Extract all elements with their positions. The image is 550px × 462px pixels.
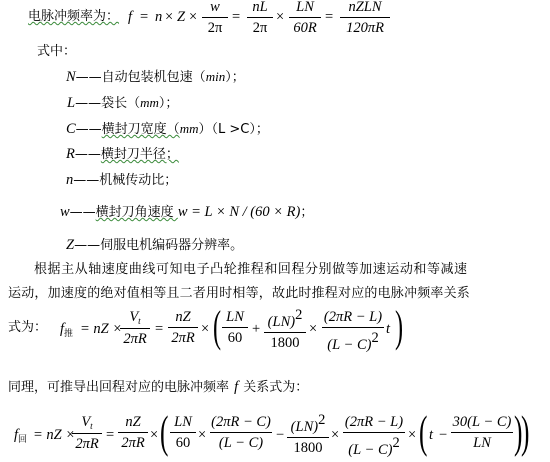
- minus: −: [276, 427, 285, 443]
- def-row: [66, 120, 269, 137]
- fraction-w-2pi: [202, 0, 228, 35]
- def-unit: mm: [140, 95, 159, 110]
- times: ×: [198, 427, 207, 443]
- right-paren: ): [521, 406, 530, 457]
- def-symbol: n: [66, 172, 74, 188]
- fraction-ln-60: $\frac{LN}{60}$: [170, 415, 196, 450]
- f-symbol: $f_推$: [60, 321, 74, 339]
- numerator: LN: [296, 0, 314, 15]
- numerator: w: [210, 0, 220, 15]
- equals: =: [325, 9, 334, 25]
- n-symbol: n: [155, 9, 163, 25]
- denominator: 120πR: [340, 17, 390, 36]
- def-text: 横封刀半径；: [100, 147, 179, 162]
- def-row: [66, 236, 243, 253]
- def-text: 机械传动比；: [99, 173, 178, 188]
- def-symbol: L: [67, 95, 76, 111]
- freq-label: 电脉冲频率为：: [28, 9, 120, 24]
- def-text: 伺服电机编码器分辨率。: [100, 238, 244, 253]
- eq-part: = nZ ×: [80, 321, 123, 337]
- def-dash: ——: [75, 122, 102, 137]
- def-text: 横封刀角速度: [95, 205, 178, 220]
- paragraph-line: 同理，可推导出回程对应的电脉冲频率 f 关系式为：: [8, 379, 309, 395]
- numerator: nL: [252, 0, 268, 15]
- equals: =: [140, 9, 149, 25]
- fraction-ln2-1800: $\frac{(LN)^2}{1800}$: [264, 308, 306, 350]
- equals: =: [155, 321, 164, 337]
- paragraph-line: 运动，加速度的绝对值相等且二者用时相等，故此时推程对应的电脉冲频率关系: [8, 286, 471, 301]
- minus: −: [439, 427, 448, 443]
- paragraph-line: 式为：: [8, 320, 48, 335]
- fraction-ln2-1800: $\frac{(LN)^2}{1800}$: [287, 413, 329, 455]
- def-unit: mm: [179, 121, 199, 136]
- def-row: [66, 145, 179, 162]
- z-symbol: Z: [177, 9, 186, 25]
- f-symbol: f: [128, 9, 133, 25]
- def-end: ）；: [158, 96, 179, 111]
- right-paren: ): [395, 302, 404, 351]
- fraction-nzln-120pir: [340, 0, 390, 35]
- t-symbol: t: [386, 321, 391, 337]
- def-end: ；: [300, 205, 314, 220]
- times: ×: [276, 9, 285, 25]
- inner-left-paren: (: [419, 406, 428, 457]
- inner-right-paren: ): [514, 406, 523, 457]
- fraction-nz-2pir: $\frac{nZ}{2\pi R}$: [118, 415, 148, 450]
- def-unit: w = L × N / (60 × R): [177, 204, 301, 220]
- equals: =: [106, 427, 115, 443]
- left-paren: (: [160, 406, 169, 457]
- times: ×: [408, 427, 417, 443]
- equals: =: [232, 9, 241, 25]
- fraction-2pir-l-over-l-c: $\frac{(2\pi R - L)}{(L - C)^2}$: [344, 414, 404, 458]
- eq-part: = nZ ×: [33, 427, 76, 443]
- f-symbol: $f_回$: [14, 427, 28, 445]
- def-unit: min: [205, 69, 226, 84]
- times: ×: [201, 321, 210, 337]
- def-symbol: C: [66, 121, 76, 137]
- fraction-2pir-l-over-l-c: $\frac{(2\pi R - L)}{(L - C)^2}$: [323, 309, 383, 353]
- def-dash: ——: [69, 205, 96, 220]
- def-dash: ——: [74, 238, 101, 253]
- fraction-ln-60r: [289, 0, 321, 35]
- def-row: [67, 94, 178, 111]
- def-dash: ——: [75, 96, 102, 111]
- plus: +: [252, 321, 261, 337]
- fraction-nz-2pir: $\frac{nZ}{2\pi R}$: [168, 310, 198, 345]
- fraction-vt-2pir: $\frac{V_t}{2\pi R}$: [72, 415, 102, 452]
- numerator: nZLN: [348, 0, 382, 15]
- times: ×: [165, 9, 174, 25]
- def-symbol: Z: [66, 237, 75, 253]
- fraction-30lc-over-ln: $\frac{30(L - C)}{LN}$: [452, 414, 512, 451]
- paragraph-line: 根据主从轴速度曲线可知电子凸轮推程和回程分别做等加速运动和等减速: [34, 262, 468, 277]
- denominator: 2π: [247, 17, 273, 36]
- fraction-2pir-c-over-l-c: $\frac{(2\pi R - C)}{(L - C)}$: [211, 414, 271, 451]
- def-dash: ——: [75, 70, 102, 85]
- def-symbol: N: [66, 69, 76, 85]
- def-row: [60, 203, 313, 220]
- denominator: 60R: [289, 17, 321, 36]
- def-row: [66, 68, 245, 85]
- def-symbol: w: [60, 204, 70, 220]
- def-text: 自动包装机包速（: [101, 70, 206, 85]
- def-end: ）；: [225, 70, 245, 85]
- def-text: 袋长（: [101, 96, 141, 111]
- times: ×: [331, 427, 340, 443]
- def-dash: ——: [73, 173, 100, 188]
- def-text: 横封刀宽度（: [101, 122, 180, 137]
- left-paren: (: [213, 302, 222, 351]
- fraction-ln-60: $\frac{LN}{60}$: [222, 310, 248, 345]
- times: ×: [189, 9, 198, 25]
- denominator: 2π: [202, 17, 228, 36]
- def-row: [66, 171, 177, 188]
- def-end: ）（L >C）；: [198, 122, 269, 137]
- fraction-vt-2pir: $\frac{V_t}{2\pi R}$: [120, 310, 150, 347]
- def-dash: ——: [74, 147, 101, 162]
- times: ×: [150, 427, 159, 443]
- def-symbol: R: [66, 146, 75, 162]
- fraction-nl-2pi: [247, 0, 273, 35]
- times: ×: [309, 321, 318, 337]
- t-symbol: t: [429, 427, 434, 443]
- where-label: 式中：: [37, 44, 77, 59]
